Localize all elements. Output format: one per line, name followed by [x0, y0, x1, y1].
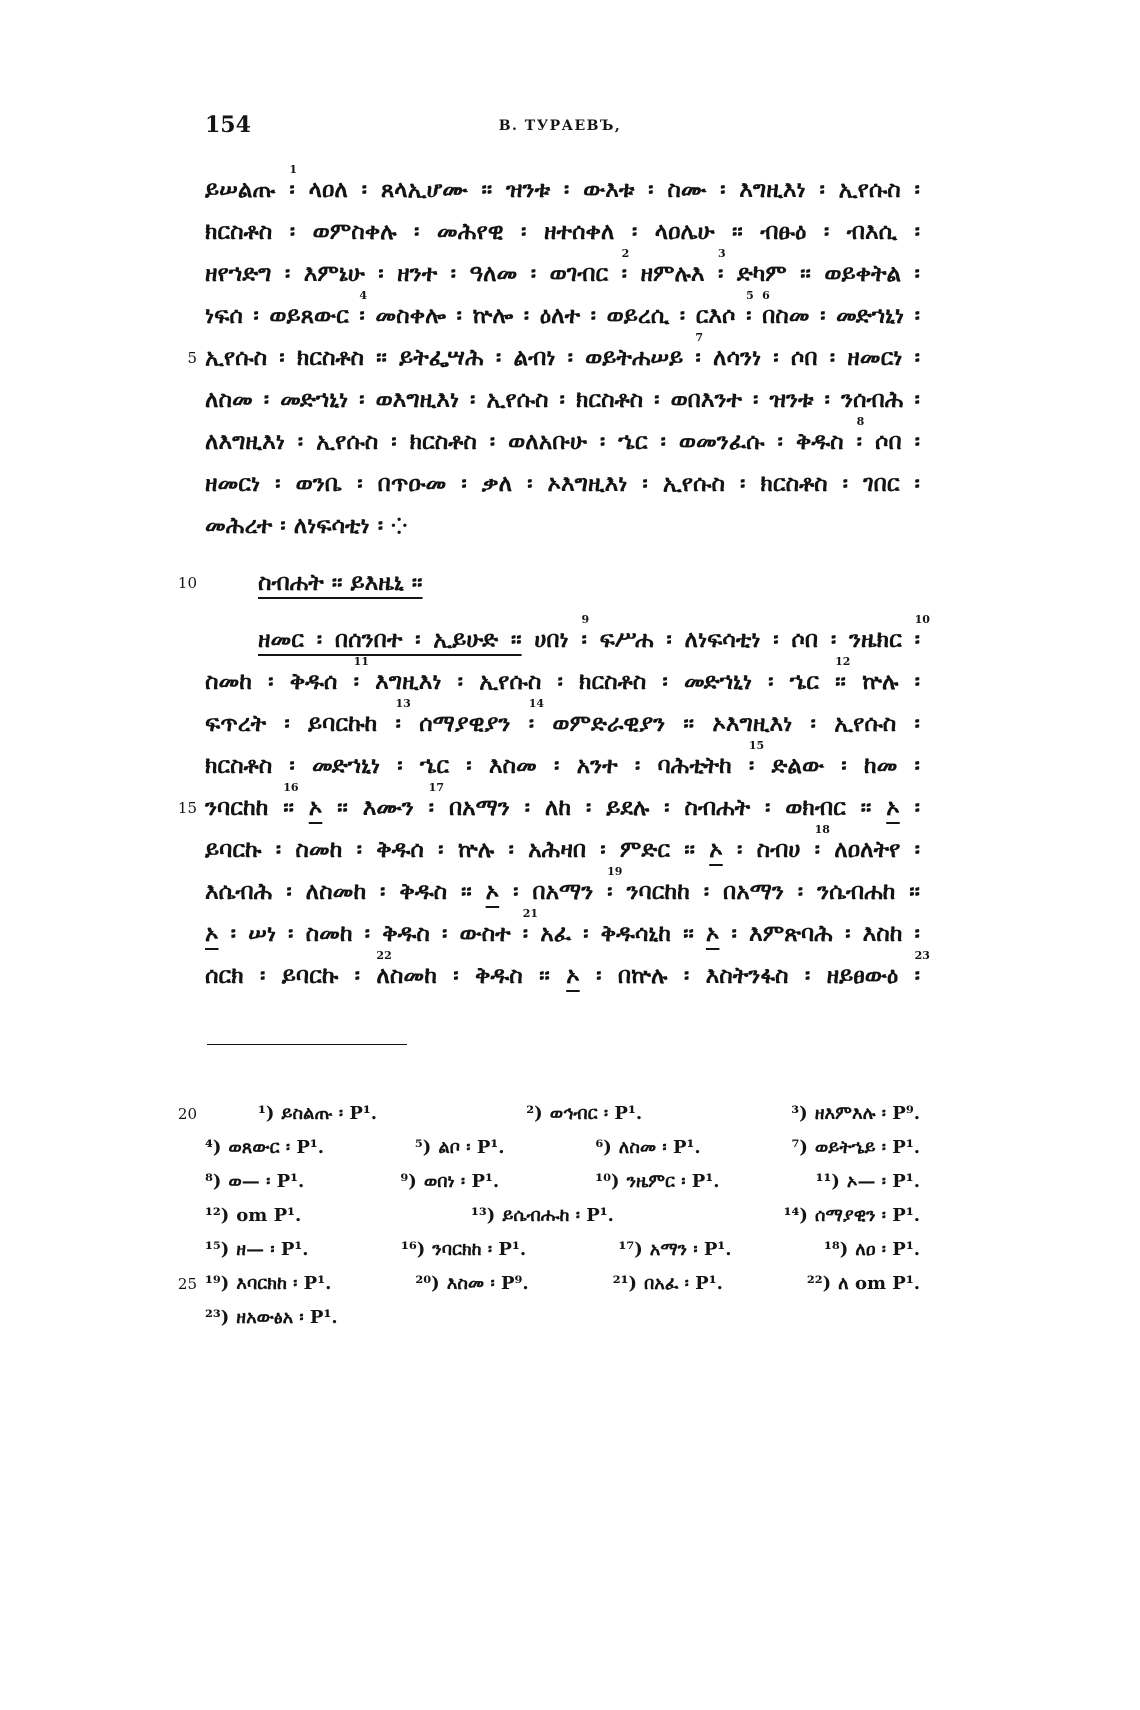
line-text-content: ሰርክ ፡ ይባርኩ ፡ 22ለስመከ ፡ ቅዱስ ። ኦ ፡ በኵሉ ፡ እስትንፋስ ፡ ዘይፀውዕ 23፡: [205, 949, 930, 989]
text-run: ።: [283, 794, 309, 821]
footnote-text: አማን ፡ P¹.: [649, 1239, 732, 1260]
text-run: ፡ ድካም ። ወይቀትል ፡: [718, 260, 920, 287]
text-run: ፡ ሰማያዊያን: [395, 710, 529, 737]
footnote-marker: ¹²): [205, 1205, 230, 1226]
footnote: [595, 1165, 719, 1199]
text-run: ፡ ለሳንነ ፡ ሶበ ፡ ዘመርነ ፡: [695, 344, 920, 371]
footnote: [792, 1131, 921, 1165]
footnote: [619, 1233, 732, 1267]
text-line: [205, 247, 920, 295]
text-line: [177, 781, 921, 829]
footnote-marker: ¹⁵): [205, 1239, 230, 1260]
text-run: ፡ ዘምሉእ: [621, 260, 718, 287]
text-run: ሰርክ ፡ ይባርኩ ፡: [205, 962, 377, 989]
text-run: ፡ ንባርከከ ፡ በአማን ፡ ንሴብሐከ ።: [607, 878, 920, 905]
line-text-content: ነፍሰ ፡ ወይጸውር 4፡ መስቀሎ ፡ ኵሎ ፡ ዕለተ ፡ ወይረሲ ፡ ርእሶ 5፡ 6በስመ ፡ መድኀኒነ ፡: [205, 289, 920, 329]
footnote: [258, 1097, 377, 1131]
footnote: [415, 1131, 505, 1165]
footnote-marker: ¹⁷): [618, 1239, 643, 1260]
footnote-text: ይስልጡ ፡ P¹.: [281, 1103, 378, 1124]
underlined-text: ኦ: [705, 920, 720, 947]
text-run: ፡: [746, 302, 763, 329]
text-run: ለስመከ ፡ ቅዱስ ።: [376, 962, 567, 989]
footnote-marker: ²): [526, 1103, 543, 1124]
paragraph: [177, 613, 930, 997]
footnote-row: [205, 1165, 920, 1199]
footnote-marker: ¹⁴): [783, 1205, 808, 1226]
paragraph: [187, 163, 920, 547]
text-line: [187, 331, 920, 379]
line-text-content: [205, 463, 920, 505]
underlined-text: ኦ: [566, 962, 580, 989]
footnote-text: ወይትኄይ ፡ P¹.: [814, 1137, 920, 1158]
text-run: ፡ ላዐለ ፡ ጸላኢሆሙ ። ዝንቱ ፡ ውእቱ ፡ ስሙ ፡ እግዚእነ ፡ ኢየሱስ ፡: [289, 176, 920, 203]
footnote: [526, 1097, 642, 1131]
text-line: [205, 907, 920, 955]
footnote-text: ይሴብሑከ ፡ P¹.: [502, 1205, 614, 1226]
text-run: ስመከ ፡ ቅዱሰ: [205, 668, 354, 695]
text-line: [205, 655, 921, 703]
footnote: [205, 1267, 331, 1301]
footnote: [791, 1097, 920, 1131]
text-run: ይባርኩ ፡ ስመከ ፡ ቅዱሰ ፡ ኵሉ ፡ አሕዛበ ፡ ምድር ።: [205, 836, 710, 863]
text-run: ፡ ለዐለትየ ፡: [814, 836, 921, 863]
footnote: [784, 1199, 920, 1233]
line-text-content: እሴብሕ ፡ ለስመከ ፡ ቅዱስ ። ኦ ፡ በአማን 19፡ ንባርከከ ፡ በአማን ፡ ንሴብሐከ ።: [205, 865, 920, 905]
text-run: ፡: [899, 794, 921, 821]
footnote: [205, 1233, 309, 1267]
footnote-text: ወጸውር ፡ P¹.: [228, 1137, 325, 1158]
footnote-marker: ¹⁶): [400, 1239, 426, 1260]
line-number: 5: [187, 349, 197, 367]
text-run: ፍጥረት ፡ ይባርኩከ: [205, 710, 396, 737]
footnote: [471, 1199, 614, 1233]
line-text-content: ዘየኀድግ ፡ እምኔሁ ፡ ዘንተ ፡ ዓለመ ፡ ወገብር 2፡ ዘምሉእ 3፡ ድካም ። ወይቀትል ፡: [205, 247, 920, 287]
footnote-text: ወበነ ፡ P¹.: [423, 1171, 500, 1192]
footnote-text: ዘእምእሉ ፡ P⁹.: [814, 1103, 920, 1124]
footnote-marker: ⁵): [414, 1137, 432, 1158]
line-text-content: ክርስቶስ ፡ መድኀኒነ ፡ ኄር ፡ እስመ ፡ አንተ ፡ ባሕቲትከ 15፡ ድልው ፡ ከመ ፡: [205, 739, 920, 779]
text-run: መሕረተ ፡ ለነፍሳቲነ ፡ ⁘: [205, 512, 408, 539]
text-run: ፡ ሶበ ፡: [856, 428, 920, 455]
footnote-marker: ¹⁹): [205, 1273, 230, 1294]
footnote-marker: ²⁰): [415, 1273, 440, 1294]
text-run: ፡ ፍሥሐ ፡ ለነፍሳቲነ ፡ ሶበ ፡ ንዜክር: [581, 626, 915, 653]
footnote: [415, 1267, 528, 1301]
text-line: [205, 697, 920, 745]
text-run: ክርስቶስ ፡ ወምስቀሉ ፡ መሕየዊ ፡ ዘተሰቀለ ፡ ላዐሌሁ ። ብፁዕ ፡ ብእሲ ፡: [205, 218, 920, 245]
footnote-row: [205, 1199, 920, 1233]
text-line: [205, 289, 920, 337]
footnote-text: ዘአውፅአ ፡ P¹.: [236, 1307, 338, 1328]
text-run: ዘየኀድግ ፡ እምኔሁ ፡ ዘንተ ፡ ዓለመ ፡ ወገብር: [205, 260, 622, 287]
footnote-text: ወ— ፡ P¹.: [228, 1171, 305, 1192]
underlined-text: ኦ: [709, 836, 723, 863]
footnote: [401, 1233, 526, 1267]
footnote: [816, 1165, 920, 1199]
footnote: [613, 1267, 723, 1301]
text-run: ንባርከከ: [205, 794, 284, 821]
footnote-text: ለ om P¹.: [838, 1273, 920, 1294]
footnote-text: ኦ— ፡ P¹.: [846, 1171, 920, 1192]
underlined-text: ኦ: [485, 878, 500, 905]
footnote-marker: ²¹): [612, 1273, 637, 1294]
text-run: ። ኵሉ ፡: [835, 668, 921, 695]
footnote-marker: ⁴): [205, 1137, 222, 1158]
text-run: ፡ ሠነ ፡ ስመከ ፡ ቅዱስ ፡ ውስተ: [218, 920, 523, 947]
text-run: ዘመርነ ፡ ወንቤ ፡ በጥዑመ ፡ ቃለ ፡ ኦእግዚእነ ፡ ኢየሱስ ፡ ክርስቶስ ፡ ገበር ፡: [205, 470, 920, 497]
text-line: [205, 163, 920, 211]
section-heading-text: [205, 562, 920, 604]
text-run: ይሠልጡ: [205, 176, 290, 203]
footnote-marker: ¹⁰): [595, 1171, 620, 1192]
footnote-text: ሰማያዊን ፡ P¹.: [814, 1205, 920, 1226]
underlined-text: ኦ: [205, 920, 219, 947]
footnote-text: ለስመ ፡ P¹.: [618, 1137, 701, 1158]
text-line: [205, 739, 920, 787]
footnote-text: በአፈ ፡ P¹.: [643, 1273, 723, 1294]
text-run: ፡ አፈ ፡ ቅዱሳኒከ ።: [522, 920, 706, 947]
text-line: [205, 613, 930, 661]
line-text-content: [205, 505, 920, 547]
text-run: ፡ ድልው ፡ ከመ ፡: [748, 752, 920, 779]
line-text-content: ለእግዚእነ ፡ ኢየሱስ ፡ ክርስቶስ ፡ ወለአቡሁ ፡ ኄር ፡ ወመንፈሱ ፡ ቅዱስ 8፡ ሶበ ፡: [205, 415, 920, 455]
footnote-text: ለዐ ፡ P¹.: [855, 1239, 920, 1260]
section-heading-block: [177, 562, 920, 604]
line-text-content: ይሠልጡ 1፡ ላዐለ ፡ ጸላኢሆሙ ። ዝንቱ ፡ ውእቱ ፡ ስሙ ፡ እግዚእነ ፡ ኢየሱስ ፡: [205, 163, 920, 203]
footnote: [205, 1165, 304, 1199]
text-run: ፡ በአማን: [499, 878, 608, 905]
footnote-marker: ⁶): [595, 1137, 612, 1158]
footnote-marker: ⁹): [400, 1171, 417, 1192]
underlined-text: ኦ: [308, 794, 323, 821]
text-line: [205, 379, 920, 421]
footnote-rule: [207, 1044, 407, 1045]
footnote: [807, 1267, 920, 1301]
footnote-text: እስመ ፡ P⁹.: [446, 1273, 529, 1294]
underlined-text: ዘመር ፡ በሰንበተ ፡ ኢይሁድ ።: [258, 626, 522, 653]
text-run: ፡ በአማን ፡ ለከ ፡ ይደሉ ፡ ስብሐት ፡ ወክብር ።: [428, 794, 887, 821]
text-line: [205, 415, 920, 463]
text-run: ። እሙን: [322, 794, 429, 821]
text-run: ፡ እምጽባሕ ፡ እስከ ፡: [719, 920, 920, 947]
underlined-text: ኦ: [886, 794, 900, 821]
line-text-content: ይባርኩ ፡ ስመከ ፡ ቅዱሰ ፡ ኵሉ ፡ አሕዛበ ፡ ምድር ። ኦ ፡ ስብሀ 18፡ ለዐለትየ ፡: [205, 823, 921, 863]
text-line: [205, 823, 921, 871]
footnote-text: ወኅብር ፡ P¹.: [549, 1103, 643, 1124]
footnote: [824, 1233, 920, 1267]
footnote: [595, 1131, 700, 1165]
footnote: [400, 1165, 499, 1199]
text-line: [205, 865, 920, 913]
footnote-marker: ¹⁸): [823, 1239, 849, 1260]
footnote-marker: ²³): [205, 1307, 230, 1328]
text-run: ፡ ወምድራዊያን ። ኦእግዚእነ ፡ ኢየሱስ ፡: [528, 710, 920, 737]
text-line: [205, 949, 930, 997]
footnote-marker: ²²): [806, 1273, 832, 1294]
text-line: [205, 505, 920, 547]
line-text-content: [205, 211, 920, 253]
line-text-content: ዘመር ፡ በሰንበተ ፡ ኢይሁድ ። ሀበነ 9፡ ፍሥሐ ፡ ለነፍሳቲነ ፡ ሶበ ፡ ንዜክር 10፡: [258, 613, 930, 653]
text-run: ለስመ ፡ መድኀኒነ ፡ ወእግዚእነ ፡ ኢየሱስ ፡ ክርስቶስ ፡ ወበእንተ ፡ ዝንቱ ፡ ንሰብሕ ፡: [205, 386, 920, 413]
text-run: በስመ ፡ መድኀኒነ ፡: [762, 302, 920, 329]
footnote-text: ንባርክከ ፡ P¹.: [432, 1239, 527, 1260]
text-run: ፡ መስቀሎ ፡ ኵሎ ፡ ዕለተ ፡ ወይረሲ ፡ ርእሶ: [359, 302, 747, 329]
text-run: ፡: [914, 626, 920, 653]
line-text-content: ንባርከከ 16። ኦ ። እሙን 17፡ በአማን ፡ ለከ ፡ ይደሉ ፡ ስብሐት ፡ ወክብር ። ኦ ፡: [205, 781, 921, 821]
footnote-text: ልቦ ፡ P¹.: [438, 1137, 505, 1158]
running-title: В. ТУРАЕВЪ,: [498, 118, 622, 134]
line-text-content: ስመከ ፡ ቅዱሰ 11፡ እግዚእነ ፡ ኢየሱስ ፡ ክርስቶስ ፡ መድኀኒነ ፡ ኄር 12። ኵሉ ፡: [205, 655, 921, 695]
footnote-row: [177, 1097, 920, 1131]
footnote-marker: ⁷): [791, 1137, 808, 1158]
footnote-row: [205, 1301, 920, 1335]
line-text-content: ፍጥረት ፡ ይባርኩከ 13፡ ሰማያዊያን 14፡ ወምድራዊያን ። ኦእግዚእነ ፡ ኢየሱስ ፡: [205, 697, 920, 737]
footnote-text: ዘ— ፡ P¹.: [236, 1239, 309, 1260]
line-number: 20: [177, 1105, 197, 1123]
line-text-content: ኢየሱስ ፡ ክርስቶስ ። ይትፌሣሕ ፡ ልብነ ፡ ወይትሐሠይ 7፡ ለሳንነ ፡ ሶበ ፡ ዘመርነ ፡: [205, 331, 920, 371]
line-number: 15: [177, 799, 197, 817]
text-run: እሴብሕ ፡ ለስመከ ፡ ቅዱስ ።: [205, 878, 486, 905]
footnote-marker: ¹³): [471, 1205, 496, 1226]
text-run: ለእግዚእነ ፡ ኢየሱስ ፡ ክርስቶስ ፡ ወለአቡሁ ፡ ኄር ፡ ወመንፈሱ ፡ ቅዱስ: [205, 428, 857, 455]
text-run: ፡ እግዚእነ ፡ ኢየሱስ ፡ ክርስቶስ ፡ መድኀኒነ ፡ ኄር: [353, 668, 836, 695]
footnote-marker: ⁸): [205, 1171, 222, 1192]
section-heading: [177, 562, 920, 604]
footnote: [205, 1301, 338, 1335]
footnote-row: [205, 1131, 920, 1165]
page-number: 154: [205, 112, 251, 138]
line-number: 25: [177, 1275, 197, 1293]
text-run: ፡ በኵሉ ፡ እስትንፋስ ፡ ዘይፀውዕ: [579, 962, 915, 989]
text-run: ሀበነ: [521, 626, 582, 653]
text-line: [205, 463, 920, 505]
text-run: ነፍሰ ፡ ወይጸውር: [205, 302, 360, 329]
footnote-text: ንዜምር ፡ P¹.: [626, 1171, 720, 1192]
line-text-content: ኦ ፡ ሠነ ፡ ስመከ ፡ ቅዱስ ፡ ውስተ 21፡ አፈ ፡ ቅዱሳኒከ ። ኦ ፡ እምጽባሕ ፡ እስከ ፡: [205, 907, 920, 947]
footnote-marker: ¹¹): [815, 1171, 840, 1192]
line-number: 10: [177, 574, 197, 592]
text-run: ፡ ስብሀ: [722, 836, 815, 863]
footnote-text: om P¹.: [236, 1205, 302, 1226]
footnote-text: እባርክከ ፡ P¹.: [236, 1273, 332, 1294]
footnote-row: [205, 1233, 920, 1267]
text-run: ክርስቶስ ፡ መድኀኒነ ፡ ኄር ፡ እስመ ፡ አንተ ፡ ባሕቲትከ: [205, 752, 749, 779]
text-line: [205, 211, 920, 253]
underlined-heading: ስብሐት ። ይእዜኒ ።: [258, 569, 423, 596]
footnote: [205, 1131, 324, 1165]
text-run: ኢየሱስ ፡ ክርስቶስ ። ይትፌሣሕ ፡ ልብነ ፡ ወይትሐሠይ: [205, 344, 696, 371]
footnote-marker: ¹): [258, 1103, 275, 1124]
line-text-content: [205, 379, 920, 421]
footnote: [205, 1199, 301, 1233]
footnote-row: [177, 1267, 920, 1301]
text-run: ፡: [914, 962, 920, 989]
footnotes: [177, 1097, 920, 1335]
footnote-marker: ³): [791, 1103, 808, 1124]
